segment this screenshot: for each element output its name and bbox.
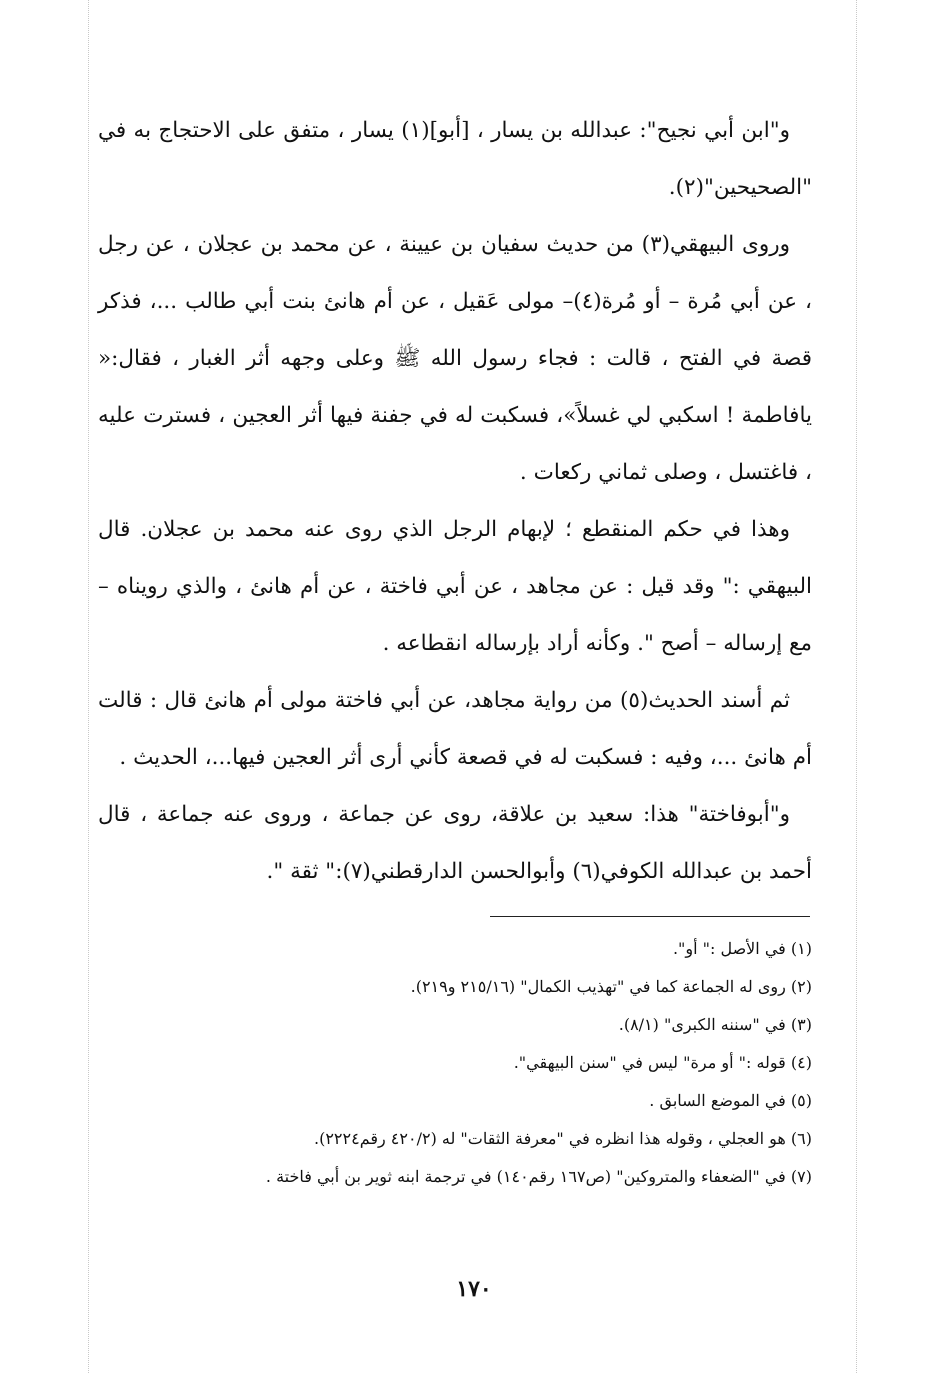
paragraph: وهذا في حكم المنقطع ؛ لإبهام الرجل الذي روى عنه محمد بن عجلان. قال البيهقي :" وقد قيل : عن مجاهد ، عن أبي فاختة ، عن أم هانئ ، والذي رويناه – مع إرساله – أصح ". وكأنه أراد بإرساله انقطاعه . (98, 517, 812, 656)
main-text (98, 102, 812, 900)
scan-margin-line (88, 0, 89, 1373)
paragraph: و"أبوفاختة" هذا: سعيد بن علاقة، روى عن جماعة ، وروى عنه جماعة ، قال أحمد بن عبدالله الكوفي(٦) وأبوالحسن الدارقطني(٧):" ثقة ". (98, 802, 812, 884)
footnotes (98, 930, 812, 1196)
footnote: (٣) في "سننه الكبرى" (٨/١). (618, 1015, 812, 1034)
page-number: ١٧٠ (456, 1276, 492, 1302)
footnote: (٤) قوله :" أو مرة" ليس في "سنن البيهقي". (513, 1053, 812, 1072)
footnote: (٢) روى له الجماعة كما في "تهذيب الكمال" (٢١٥/١٦ و٢١٩). (410, 977, 812, 996)
paragraph: ثم أسند الحديث(٥) من رواية مجاهد، عن أبي فاختة مولى أم هانئ قال : قالت أم هانئ ...، وفيه : فسكبت له في قصعة كأني أرى أثر العجين فيها...، الحديث . (98, 688, 812, 770)
footnote: (٧) في "الضعفاء والمتروكين" (ص١٦٧ رقم١٤٠) في ترجمة ابنه ثوير بن أبي فاختة . (265, 1167, 812, 1186)
footnote: (١) في الأصل :" أو". (672, 939, 812, 958)
paragraph: وروى البيهقي(٣) من حديث سفيان بن عيينة ، عن محمد بن عجلان ، عن رجل ، عن أبي مُرة – أو مُرة(٤)– مولى عَقيل ، عن أم هانئ بنت أبي طالب ...، فذكر قصة في الفتح ، قالت : فجاء رسول الله ﷺ وعلى وجهه أثر الغبار ، فقال:« يافاطمة ! اسكبي لي غسلاً»، فسكبت له في جفنة فيها أثر العجين ، فسترت عليه ، فاغتسل ، وصلى ثماني ركعات . (98, 232, 812, 485)
scan-margin-line (856, 0, 857, 1373)
footnote: (٦) هو العجلي ، وقوله هذا انظره في "معرفة الثقات" له (٤٢٠/٢ رقم٢٢٢٤). (313, 1129, 812, 1148)
footnote: (٥) في الموضع السابق . (649, 1091, 812, 1110)
paragraph: و"ابن أبي نجيح": عبدالله بن يسار ، [أبو](١) يسار ، متفق على الاحتجاج به في "الصحيحين"(٢). (98, 118, 812, 200)
footnote-separator (490, 916, 810, 917)
